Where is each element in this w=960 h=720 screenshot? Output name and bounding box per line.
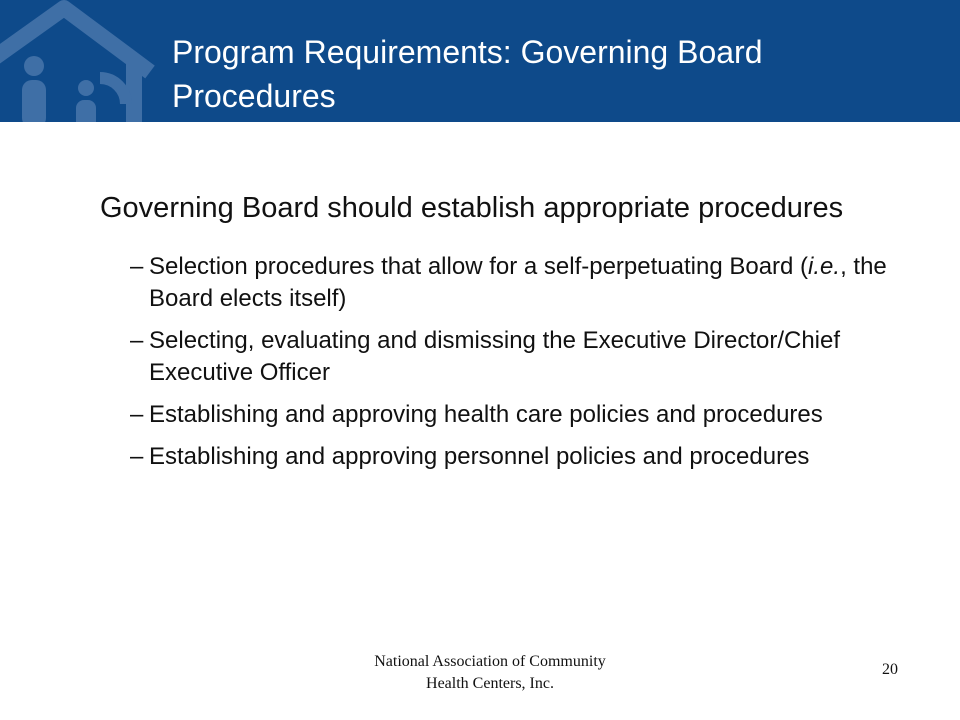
bullet-text: Establishing and approving personnel policies and procedures [149, 443, 810, 470]
bullet-emphasis: i.e. [808, 253, 841, 280]
slide-title: Program Requirements: Governing Board Procedures [172, 34, 763, 114]
main-point: Governing Board should establish appropriate procedures [100, 192, 844, 224]
dash-marker: – [130, 443, 144, 470]
sub-bullet-list [100, 251, 900, 473]
dash-marker: – [130, 401, 144, 428]
bullet-text: Selecting, evaluating and dismissing the Executive Director/Chief Executive Officer [149, 327, 841, 386]
sub-bullet-health-care [100, 399, 900, 431]
sub-bullet-selection [100, 251, 900, 315]
dash-marker: – [130, 253, 144, 280]
house-people-logo-icon [0, 0, 170, 122]
slide-header [0, 0, 960, 122]
sub-bullet-personnel [100, 441, 900, 473]
bullet-text: Establishing and approving health care policies and procedures [149, 401, 823, 428]
page-number: 20 [882, 661, 898, 678]
bullet-text: Selection procedures that allow for a self-perpetuating Board ( [149, 253, 809, 280]
footer-organization: National Association of Community Health Centers, Inc. [374, 653, 606, 692]
dash-marker: – [130, 327, 144, 354]
bullet-text-end: , the Board elects itself) [149, 253, 887, 312]
sub-bullet-executive [100, 325, 900, 389]
slide-body [100, 192, 900, 483]
